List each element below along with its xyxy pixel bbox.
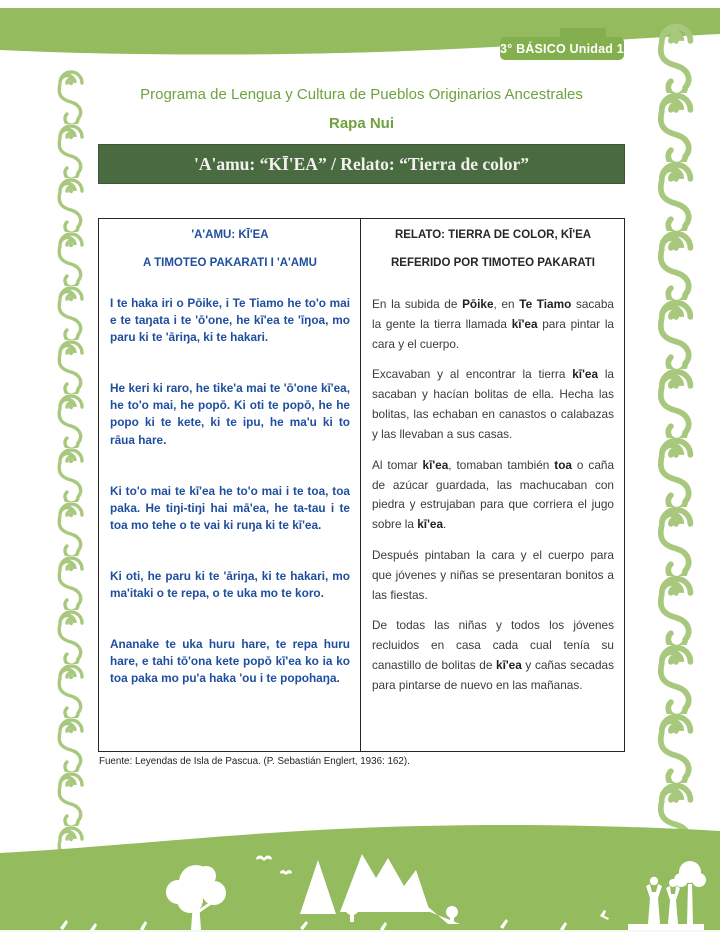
right-koru-border-decoration (654, 24, 700, 852)
story-title: 'A'amu: “KĪ'EA” / Relato: “Tierra de color” (193, 153, 530, 174)
story-paragraph: Ki to'o mai te kī'ea he to'o mai i te toa, toa paka. He tiŋi-tiŋi hai mā'ea, he ta-tau i te toa mo tehe o te vai ki ruŋa ki te kī'ea. (110, 483, 350, 532)
spanish-paragraphs (372, 295, 614, 696)
left-koru-border-decoration (54, 70, 88, 876)
story-paragraph: En la subida de Pōike, en Te Tiamo sacaba la gente la tierra llamada kī'ea para pintar la cara y el cuerpo. (372, 297, 614, 351)
spanish-column-header (372, 229, 614, 269)
unit-badge (500, 37, 624, 60)
spanish-header-line1: RELATO: TIERRA DE COLOR, KĪ'EA (394, 229, 592, 241)
rapanui-header-line1: 'A'AMU: KĪ'EA (191, 229, 269, 241)
rapanui-header-line2: A TIMOTEO PAKARATI I 'A'AMU (143, 257, 317, 269)
bottom-landscape-decoration (0, 820, 720, 932)
spanish-header-line2: REFERIDO POR TIMOTEO PAKARATI (390, 257, 596, 269)
story-paragraph: Ki oti, he paru ki te 'āriŋa, ki te hakari, mo ma'itaki o te repa, o te uka mo te koro. (110, 568, 350, 601)
rapanui-column (99, 219, 361, 751)
unit-badge-label: 3° BÁSICO Unidad 1 (500, 41, 624, 56)
story-title-banner (98, 144, 625, 184)
program-title: Programa de Lengua y Cultura de Pueblos Originarios Ancestrales (140, 86, 583, 103)
story-paragraph: He keri ki raro, he tike'a mai te 'ō'one kī'ea, he to'o mai, he popō. Ki oti te popō, he he popo ki te kete, ki te ipu, he ma'u ki to rāua hare. (110, 381, 350, 447)
language-title: Rapa Nui (328, 115, 394, 132)
story-paragraph: De todas las niñas y todos los jóvenes recluidos en casa cada cual tenía su canastillo de bolitas de kī'ea y cañas secadas para pintarse de nuevo en las mañanas. (372, 618, 614, 692)
story-paragraph: Al tomar kī'ea, tomaban también toa o caña de azúcar guardada, las machucaban con piedra y estrujaban para que corriera el jugo sobre la kī'ea. (372, 457, 615, 532)
rapanui-paragraphs (110, 295, 350, 687)
story-paragraph: Después pintaban la cara y el cuerpo para que jóvenes y niñas se presentaran bonitos a las fiestas. (372, 547, 614, 602)
story-paragraph: Excavaban y al encontrar la tierra kī'ea la sacaban y hacían bolitas de ella. Hecha las bolitas, las echaban en canastos o calabazas y las llevaban a sus casas. (372, 367, 614, 441)
story-paragraph: I te haka iri o Pōike, i Te Tiamo he to'o mai e te taŋata i te 'ō'one, he kī'ea te 'īŋoa, mo paru ki te 'āriŋa, ki te hakari. (110, 296, 350, 345)
story-table (98, 218, 625, 752)
rapanui-column-header (110, 229, 350, 269)
story-paragraph: Ananake te uka huru hare, te repa huru hare, e tahi tō'ona kete popō kī'ea ko ia ko toa paka mo pu'a haka 'ou i te popohaŋa. (110, 637, 350, 686)
spanish-column (361, 219, 624, 751)
source-citation: Fuente: Leyendas de Isla de Pascua. (P. Sebastián Englert, 1936: 162). (99, 756, 410, 767)
